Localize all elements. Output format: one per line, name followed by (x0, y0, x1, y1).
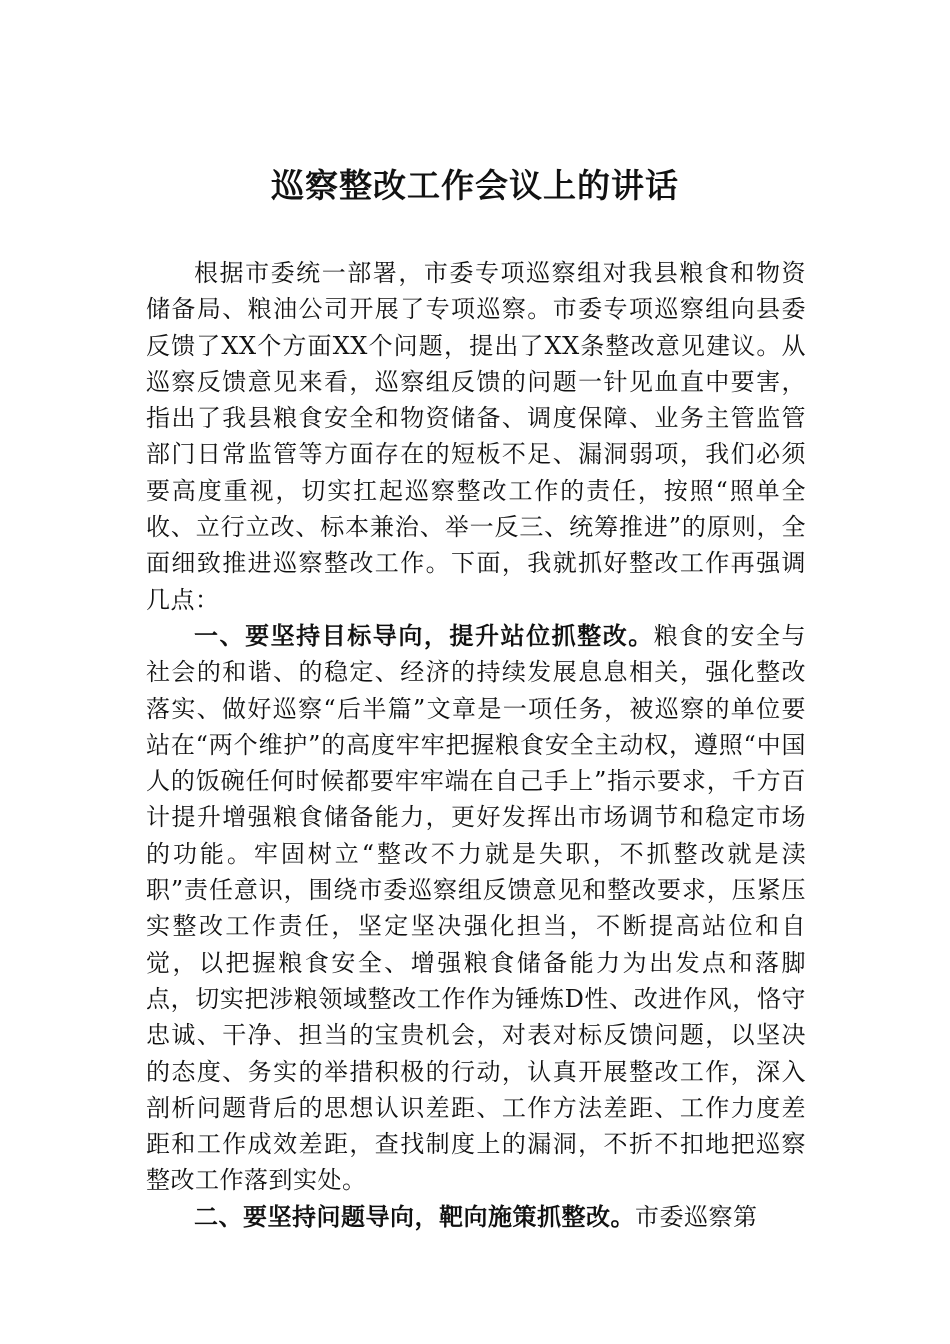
paragraph-text: 根据市委统一部署，市委专项巡察组对我县粮食和物资储备局、粮油公司开展了专项巡察。市委专项巡察组向县委反馈了XX个方面XX个问题，提出了XX条整改意见建议。从巡察反馈意见来看，巡察组反馈的问题一针见血直中要害，指出了我县粮食安全和物资储备、调度保障、业务主管监管部门日常监管等方面存在的短板不足、漏洞弱项，我们必须要高度重视，切实扛起巡察整改工作的责任，按照“照单全收、立行立改、标本兼治、举一反三、统筹推进”的原则，全面细致推进巡察整改工作。下面，我就抓好整改工作再强调几点： (146, 259, 806, 614)
paragraph-point-one (146, 618, 806, 1199)
paragraph-intro (146, 255, 806, 618)
document-body (146, 255, 806, 1235)
document-title: 巡察整改工作会议上的讲话 (271, 166, 679, 205)
paragraph-heading: 一、要坚持目标导向，提升站位抓整改。 (194, 621, 654, 650)
paragraph-text: 市委巡察第 (635, 1202, 758, 1231)
paragraph-point-two (146, 1199, 806, 1235)
paragraph-heading: 二、要坚持问题导向，靶向施策抓整改。 (194, 1202, 635, 1231)
paragraph-text: 粮食的安全与社会的和谐、的稳定、经济的持续发展息息相关，强化整改落实、做好巡察“后半篇”文章是一项任务，被巡察的单位要站在“两个维护”的高度牢牢把握粮食安全主动权，遵照“中国人的饭碗任何时候都要牢牢端在自己手上”指示要求，千方百计提升增强粮食储备能力，更好发挥出市场调节和稳定市场的功能。牢固树立“整改不力就是失职，不抓整改就是渎职”责任意识，围绕市委巡察组反馈意见和整改要求，压紧压实整改工作责任，坚定坚决强化担当，不断提高站位和自觉，以把握粮食安全、增强粮食储备能力为出发点和落脚点，切实把涉粮领域整改工作作为锤炼D性、改进作风，恪守忠诚、干净、担当的宝贵机会，对表对标反馈问题，以坚决的态度、务实的举措积极的行动，认真开展整改工作，深入剖析问题背后的思想认识差距、工作方法差距、工作力度差距和工作成效差距，查找制度上的漏洞，不折不扣地把巡察整改工作落到实处。 (146, 621, 806, 1195)
